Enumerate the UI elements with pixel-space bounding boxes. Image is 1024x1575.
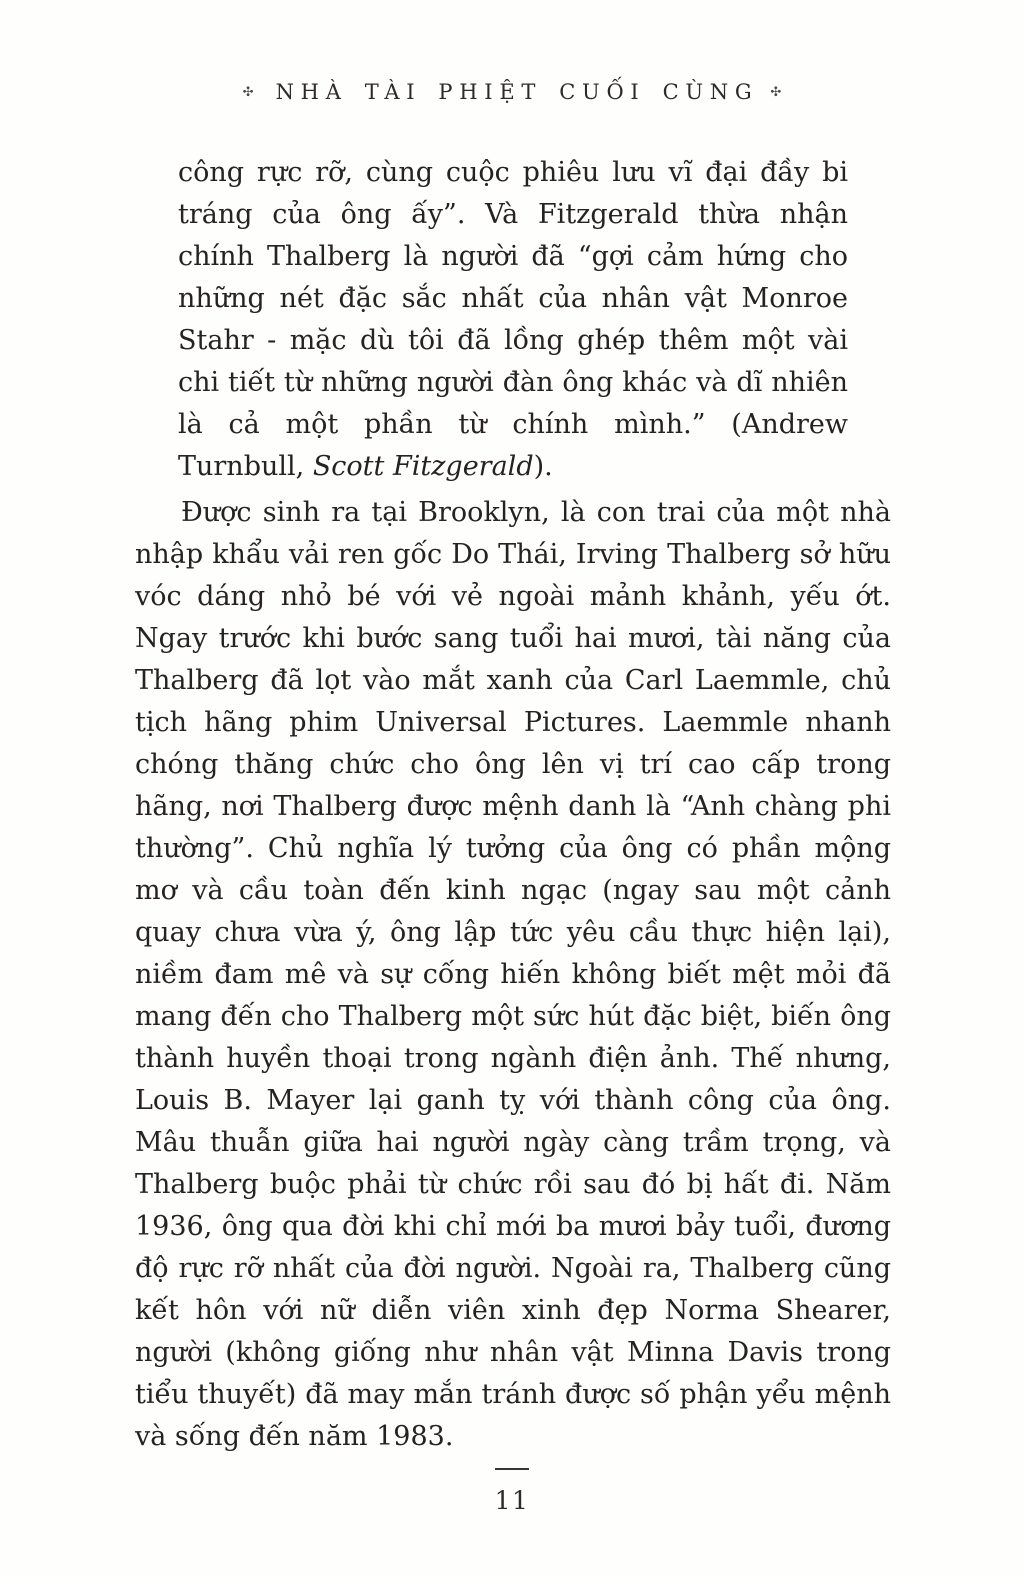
ornament-icon: ✣ bbox=[242, 85, 254, 100]
quote-book-title-italic: Scott Fitzgerald bbox=[312, 451, 534, 482]
quote-paragraph bbox=[178, 152, 848, 488]
quote-text-end: ). bbox=[533, 451, 553, 482]
page-number: 11 bbox=[494, 1486, 530, 1515]
running-title: NHÀ TÀI PHIỆT CUỐI CÙNG bbox=[275, 80, 759, 104]
ornament-icon: ✣ bbox=[770, 85, 782, 100]
body-paragraph: Được sinh ra tại Brooklyn, là con trai của một nhà nhập khẩu vải ren gốc Do Thái, Irving Thalberg sở hữu vóc dáng nhỏ bé với vẻ ngoài mảnh khảnh, yếu ớt. Ngay trước khi bước sang tuổi hai mươi, tài năng của Thalberg đã lọt vào mắt xanh của Carl Laemmle, chủ tịch hãng phim Universal Pictures. Laemmle nhanh chóng thăng chức cho ông lên vị trí cao cấp trong hãng, nơi Thalberg được mệnh danh là “Anh chàng phi thường”. Chủ nghĩa lý tưởng của ông có phần mộng mơ và cầu toàn đến kinh ngạc (ngay sau một cảnh quay chưa vừa ý, ông lập tức yêu cầu thực hiện lại), niềm đam mê và sự cống hiến không biết mệt mỏi đã mang đến cho Thalberg một sức hút đặc biệt, biến ông thành huyền thoại trong ngành điện ảnh. Thế nhưng, Louis B. Mayer lại ganh tỵ với thành công của ông. Mâu thuẫn giữa hai người ngày càng trầm trọng, và Thalberg buộc phải từ chức rồi sau đó bị hất đi. Năm 1936, ông qua đời khi chỉ mới ba mươi bảy tuổi, đương độ rực rỡ nhất của đời người. Ngoài ra, Thalberg cũng kết hôn với nữ diễn viên xinh đẹp Norma Shearer, người (không giống như nhân vật Minna Davis trong tiểu thuyết) đã may mắn tránh được số phận yểu mệnh và sống đến năm 1983. bbox=[135, 497, 891, 1452]
quote-text: công rực rỡ, cùng cuộc phiêu lưu vĩ đại đầy bi tráng của ông ấy”. Và Fitzgerald thừa nhận chính Thalberg là người đã “gợi cảm hứng cho những nét đặc sắc nhất của nhân vật Monroe Stahr - mặc dù tôi đã lồng ghép thêm một vài chi tiết từ những người đàn ông khác và dĩ nhiên là cả một phần từ chính mình.” (Andrew Turnbull, bbox=[178, 157, 848, 482]
page-footer bbox=[0, 1468, 1024, 1515]
block-quote bbox=[178, 152, 848, 488]
body-text-block bbox=[135, 492, 891, 1458]
running-header bbox=[0, 80, 1024, 104]
footer-rule bbox=[495, 1468, 529, 1470]
